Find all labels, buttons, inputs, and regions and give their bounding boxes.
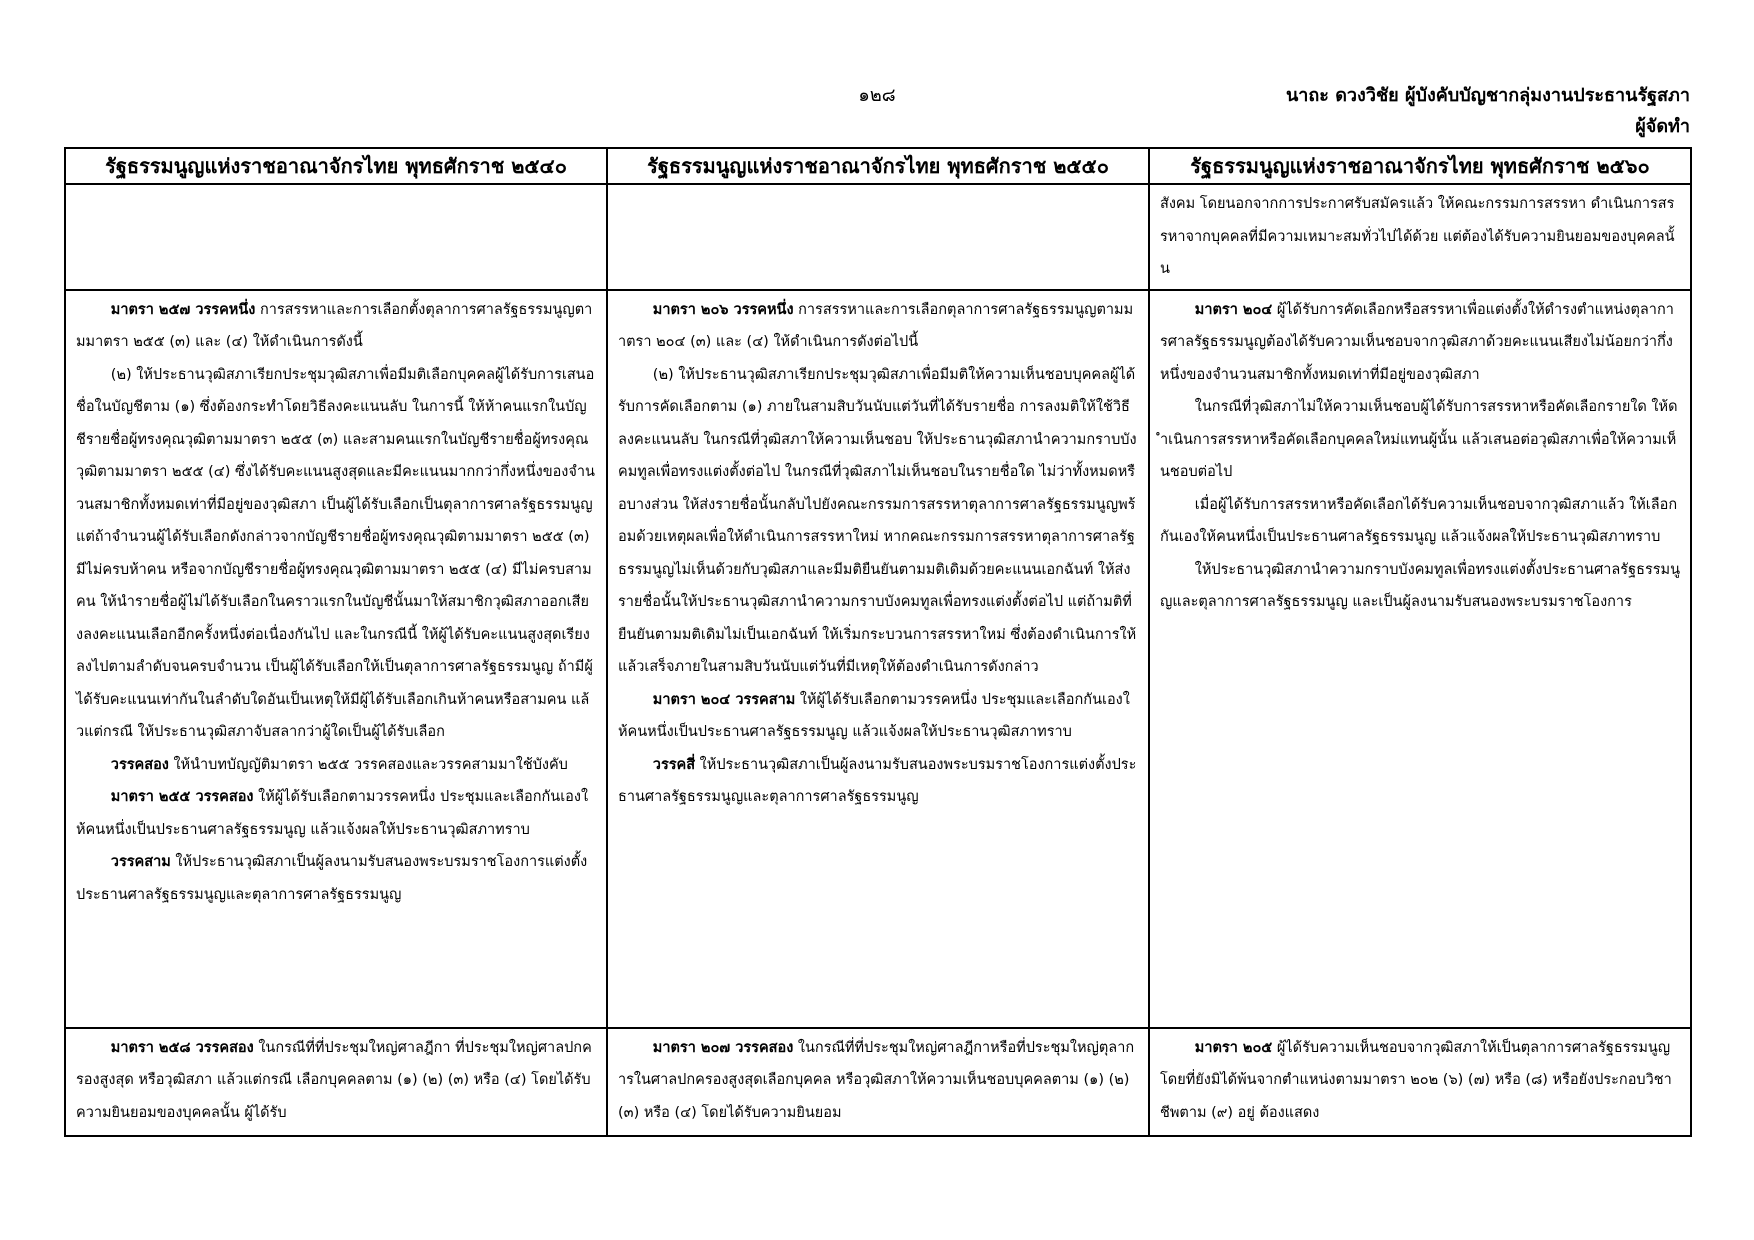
author-name-line: นาถะ ดวงวิชัย ผู้บังคับบัญชากลุ่มงานประธานรัฐสภา [1286, 85, 1690, 106]
section-heading: วรรคสาม [110, 854, 171, 870]
author-block [1286, 80, 1690, 142]
cell-clip [618, 1032, 1138, 1130]
paragraph: ในกรณีที่วุฒิสภาไม่ให้ความเห็นชอบผู้ได้รับการสรรหาหรือคัดเลือกรายใด ให้ดำเนินการสรรหาหรือคัดเลือกบุคคลใหม่แทนผู้นั้น แล้วเสนอต่อวุฒิสภาเพื่อให้ความเห็นชอบต่อไป [1160, 399, 1678, 480]
paragraph [76, 749, 596, 782]
cell-2550-section-206 [607, 290, 1149, 1028]
header-row [65, 148, 1691, 184]
paragraph [618, 1032, 1138, 1130]
section-heading: มาตรา ๒๐๔ วรรคสาม [652, 691, 796, 708]
header-2540: รัฐธรรมนูญแห่งราชอาณาจักรไทย พุทธศักราช ๒๕๔๐ [65, 148, 607, 184]
table-row [65, 184, 1691, 290]
section-text: ให้ผู้ได้รับเลือกตามวรรคหนึ่ง ประชุมและเลือกกันเองให้คนหนึ่งเป็นประธานศาลรัฐธรรมนูญ แล้วแจ้งผลให้ประธานวุฒิสภาทราบ [618, 691, 1130, 740]
author-role-line: ผู้จัดทำ [1635, 116, 1690, 137]
header-2550: รัฐธรรมนูญแห่งราชอาณาจักรไทย พุทธศักราช ๒๕๕๐ [607, 148, 1149, 184]
section-text: ให้ประธานวุฒิสภาเป็นผู้ลงนามรับสนองพระบรมราชโองการแต่งตั้งประธานศาลรัฐธรรมนูญและตุลาการศาลรัฐธรรมนูญ [76, 854, 588, 903]
header-2560: รัฐธรรมนูญแห่งราชอาณาจักรไทย พุทธศักราช ๒๕๖๐ [1149, 148, 1691, 184]
section-heading: มาตรา ๒๕๘ วรรคสอง [110, 1039, 254, 1056]
section-text: การสรรหาและการเลือกตั้งตุลาการศาลรัฐธรรมนูญตามมาตรา ๒๕๕ (๓) และ (๔) ให้ดำเนินการดังนี้ [76, 301, 593, 350]
table-row [65, 1028, 1691, 1136]
section-text: ให้นำบทบัญญัติมาตรา ๒๕๕ วรรคสองและวรรคสามมาใช้บังคับ [168, 756, 568, 773]
paragraph [618, 294, 1138, 359]
paragraph: ให้ประธานวุฒิสภานำความกราบบังคมทูลเพื่อทรงแต่งตั้งประธานศาลรัฐธรรมนูญและตุลาการศาลรัฐธรรมนูญ และเป็นผู้ลงนามรับสนองพระบรมราชโองการ [1160, 561, 1680, 610]
section-text: ในกรณีที่ที่ประชุมใหญ่ศาลฎีกาหรือที่ประชุมใหญ่ตุลาการในศาลปกครองสูงสุดเลือกบุคคล หรือวุฒิสภาให้ความเห็นชอบบุคคลตาม (๑) (๒) (๓) หรือ (๔) โดยได้รับความยินยอม [618, 1039, 1135, 1121]
section-heading: มาตรา ๒๐๕ [1194, 1039, 1273, 1056]
cell-2550-empty [607, 184, 1149, 290]
paragraph [76, 294, 596, 359]
paragraph: (๒) ให้ประธานวุฒิสภาเรียกประชุมวุฒิสภาเพื่อมีมติให้ความเห็นชอบบุคคลผู้ได้รับการคัดเลือกตาม (๑) ภายในสามสิบวันนับแต่วันที่ได้รับรายชื่อ การลงมติให้ใช้วิธีลงคะแนนลับ ในกรณีที่วุฒิสภาให้ความเห็นชอบ ให้ประธานวุฒิสภานำความกราบบังคมทูลเพื่อทรงแต่งตั้งต่อไป ในกรณีที่วุฒิสภาไม่เห็นชอบในรายชื่อใด ไม่ว่าทั้งหมดหรือบางส่วน ให้ส่งรายชื่อนั้นกลับไปยังคณะกรรมการสรรหาตุลาการศาลรัฐธรรมนูญพร้อมด้วยเหตุผลเพื่อให้ดำเนินการสรรหาใหม่ หากคณะกรรมการสรรหาตุลาการศาลรัฐธรรมนูญไม่เห็นด้วยกับวุฒิสภาและมีมติยืนยันตามมติเดิมด้วยคะแนนเอกฉันท์ ให้ส่งรายชื่อนั้นให้ประธานวุฒิสภานำความกราบบังคมทูลเพื่อทรงแต่งตั้งต่อไป แต่ถ้ามติที่ยืนยันตามมติเดิมไม่เป็นเอกฉันท์ ให้เริ่มกระบวนการสรรหาใหม่ ซึ่งต้องดำเนินการให้แล้วเสร็จภายในสามสิบวันนับแต่วันที่มีเหตุให้ต้องดำเนินการดังกล่าว [618, 366, 1137, 675]
section-text: ผู้ได้รับการคัดเลือกหรือสรรหาเพื่อแต่งตั้งให้ดำรงตำแหน่งตุลาการศาลรัฐธรรมนูญต้องได้รับความเห็นชอบจากวุฒิสภาด้วยคะแนนเสียงไม่น้อยกว่ากึ่งหนึ่งของจำนวนสมาชิกทั้งหมดเท่าที่มีอยู่ของวุฒิสภา [1160, 301, 1674, 383]
paragraph [1160, 1032, 1680, 1130]
continued-paragraph: สังคม โดยนอกจากการประกาศรับสมัครแล้ว ให้คณะกรรมการสรรหา ดำเนินการสรรหาจากบุคคลที่มีความเหมาะสมทั่วไปได้ด้วย แต่ต้องได้รับความยินยอมของบุคคลนั้น [1160, 196, 1675, 277]
section-heading: มาตรา ๒๐๗ วรรคสอง [652, 1039, 794, 1056]
cell-2550-section-207 [607, 1028, 1149, 1136]
cell-clip [1160, 1032, 1680, 1130]
section-text: ให้ผู้ได้รับเลือกตามวรรคหนึ่ง ประชุมและเลือกกันเองให้คนหนึ่งเป็นประธานศาลรัฐธรรมนูญ แล้วแจ้งผลให้ประธานวุฒิสภาทราบ [76, 789, 589, 838]
section-heading: มาตรา ๒๕๕ วรรคสอง [110, 789, 254, 805]
comparison-table [64, 147, 1692, 1137]
cell-2540-section-258 [65, 1028, 607, 1136]
section-heading: วรรคสี่ [652, 756, 696, 773]
section-heading: มาตรา ๒๕๗ วรรคหนึ่ง [110, 301, 256, 318]
cell-2560-continued [1149, 184, 1691, 290]
cell-2560-section-205 [1149, 1028, 1691, 1136]
cell-clip [76, 1032, 596, 1130]
section-text: ผู้ได้รับความเห็นชอบจากวุฒิสภาให้เป็นตุลาการศาลรัฐธรรมนูญ โดยที่ยังมิได้พ้นจากตำแหน่งตามมาตรา ๒๐๒ (๖) (๗) หรือ (๘) หรือยังประกอบวิชาชีพตาม (๙) อยู่ ต้องแสดง [1160, 1039, 1672, 1121]
section-text: ให้ประธานวุฒิสภาเป็นผู้ลงนามรับสนองพระบรมราชโองการแต่งตั้งประธานศาลรัฐธรรมนูญและตุลาการศาลรัฐธรรมนูญ [618, 756, 1137, 805]
cell-2540-section-257 [65, 290, 607, 1028]
paragraph: เมื่อผู้ได้รับการสรรหาหรือคัดเลือกได้รับความเห็นชอบจากวุฒิสภาแล้ว ให้เลือกกันเองให้คนหนึ่งเป็นประธานศาลรัฐธรรมนูญ แล้วแจ้งผลให้ประธานวุฒิสภาทราบ [1160, 496, 1678, 545]
page-number: ๑๒๘ [858, 85, 896, 106]
paragraph [618, 684, 1138, 749]
cell-2560-section-204 [1149, 290, 1691, 1028]
section-heading: มาตรา ๒๐๖ วรรคหนึ่ง [652, 301, 794, 318]
section-heading: วรรคสอง [110, 756, 169, 773]
section-text: การสรรหาและการเลือกตุลาการศาลรัฐธรรมนูญตามมาตรา ๒๐๔ (๓) และ (๔) ให้ดำเนินการดังต่อไปนี้ [618, 301, 1134, 350]
paragraph [76, 781, 596, 846]
paragraph [76, 846, 596, 911]
table-row [65, 290, 1691, 1028]
paragraph [76, 1032, 596, 1130]
paragraph: (๒) ให้ประธานวุฒิสภาเรียกประชุมวุฒิสภาเพื่อมีมติเลือกบุคคลผู้ได้รับการเสนอชื่อในบัญชีตาม (๑) ซึ่งต้องกระทำโดยวิธีลงคะแนนลับ ในการนี้ ให้ห้าคนแรกในบัญชีรายชื่อผู้ทรงคุณวุฒิตามมาตรา ๒๕๕ (๓) และสามคนแรกในบัญชีรายชื่อผู้ทรงคุณวุฒิตามมาตรา ๒๕๕ (๔) ซึ่งได้รับคะแนนสูงสุดและมีคะแนนมากกว่ากึ่งหนึ่งของจำนวนสมาชิกทั้งหมดเท่าที่มีอยู่ของวุฒิสภา เป็นผู้ได้รับเลือกเป็นตุลาการศาลรัฐธรรมนูญ แต่ถ้าจำนวนผู้ได้รับเลือกดังกล่าวจากบัญชีรายชื่อผู้ทรงคุณวุฒิตามมาตรา ๒๕๕ (๓) มีไม่ครบห้าคน หรือจากบัญชีรายชื่อผู้ทรงคุณวุฒิตามมาตรา ๒๕๕ (๔) มีไม่ครบสามคน ให้นำรายชื่อผู้ไม่ได้รับเลือกในคราวแรกในบัญชีนั้นมาให้สมาชิกวุฒิสภาออกเสียงลงคะแนนเลือกอีกครั้งหนึ่งต่อเนื่องกันไป และในกรณีนี้ ให้ผู้ได้รับคะแนนสูงสุดเรียงลงไปตามลำดับจนครบจำนวน เป็นผู้ได้รับเลือกให้เป็นตุลาการศาลรัฐธรรมนูญ ถ้ามีผู้ได้รับคะแนนเท่ากันในลำดับใดอันเป็นเหตุให้มีผู้ได้รับเลือกเกินห้าคนหรือสามคน แล้วแต่กรณี ให้ประธานวุฒิสภาจับสลากว่าผู้ใดเป็นผู้ได้รับเลือก [76, 366, 595, 740]
cell-2540-empty [65, 184, 607, 290]
paragraph [1160, 294, 1680, 392]
section-heading: มาตรา ๒๐๔ [1194, 301, 1273, 318]
section-text: ในกรณีที่ที่ประชุมใหญ่ศาลฎีกา ที่ประชุมใหญ่ศาลปกครองสูงสุด หรือวุฒิสภา แล้วแต่กรณี เลือกบุคคลตาม (๑) (๒) (๓) หรือ (๔) โดยได้รับความยินยอมของบุคคลนั้น ผู้ได้รับ [76, 1039, 592, 1121]
paragraph [618, 749, 1138, 814]
